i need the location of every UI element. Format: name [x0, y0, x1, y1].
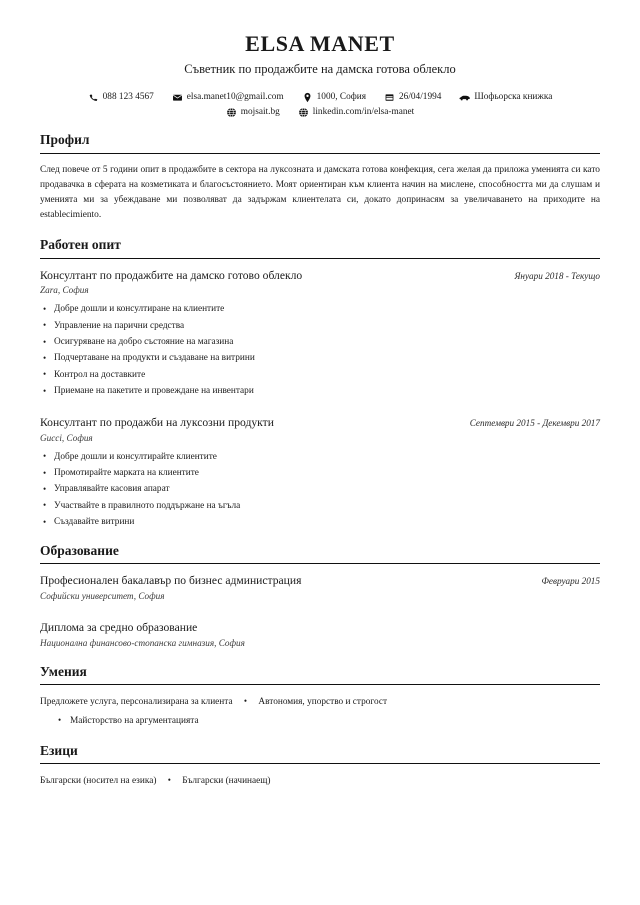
contact-birthdate	[384, 91, 441, 103]
section-title-education: Образование	[40, 543, 119, 559]
contact-linkedin-text: linkedin.com/in/elsa-manet	[312, 107, 415, 118]
list-item: • Управление на парични средства	[40, 321, 600, 333]
phone-icon	[88, 92, 99, 103]
globe-icon	[226, 107, 237, 118]
languages-list	[40, 773, 600, 789]
skills-list	[40, 694, 600, 730]
candidate-job-title: Съветник по продажбите на дамска готова облекло	[184, 62, 456, 77]
section-skills	[40, 664, 600, 730]
education-entry-header	[40, 573, 600, 589]
contact-linkedin[interactable]	[298, 106, 414, 118]
list-item: • Осигуряване на добро състояние на магазина	[40, 337, 600, 349]
education-school: Национална финансово-стопанска гимназия, София	[40, 637, 245, 648]
contact-location-text: 1000, София	[316, 92, 367, 103]
education-degree: Диплома за средно образование	[40, 620, 198, 634]
globe-icon	[298, 107, 309, 118]
experience-entry	[40, 415, 600, 529]
experience-role: Консултант по продажбите на дамско готово облекло	[40, 268, 303, 282]
skills-list-line2	[40, 713, 600, 729]
list-item: • Създавайте витрини	[40, 517, 600, 529]
contact-website[interactable]	[226, 106, 280, 118]
contact-location	[302, 91, 366, 103]
resume-header	[40, 32, 600, 118]
section-title-skills: Умения	[40, 663, 87, 679]
experience-company: Gucci, София	[40, 432, 93, 443]
education-entry-header	[40, 620, 600, 636]
section-divider	[40, 684, 600, 685]
experience-bullet-list	[40, 452, 600, 529]
bullet-separator: •	[167, 775, 171, 786]
contact-driving-license	[459, 91, 552, 103]
section-divider	[40, 763, 600, 764]
section-divider	[40, 258, 600, 259]
education-entry	[40, 573, 600, 603]
section-languages	[40, 743, 600, 789]
section-divider	[40, 153, 600, 154]
experience-entry-header	[40, 415, 600, 431]
list-item: • Управлявайте касовия апарат	[40, 484, 600, 496]
list-item: • Добре дошли и консултиране на клиентите	[40, 304, 600, 316]
skill-item: Автономия, упорство и строгост	[258, 696, 388, 707]
contact-email-text: elsa.manet10@gmail.com	[186, 92, 284, 103]
experience-date: Януари 2018 - Текущо	[514, 270, 600, 281]
contact-email[interactable]	[172, 91, 284, 103]
candidate-name: ELSA MANET	[245, 31, 395, 56]
email-icon	[172, 92, 183, 103]
section-profile	[40, 132, 600, 223]
contact-website-text: mojsait.bg	[240, 107, 280, 118]
education-entry	[40, 620, 600, 650]
list-item: • Подчертаване на продукти и създаване на витрини	[40, 353, 600, 365]
education-degree: Професионален бакалавър по бизнес администрация	[40, 574, 302, 588]
experience-entry-header	[40, 268, 600, 284]
experience-bullet-list	[40, 304, 600, 398]
section-experience	[40, 237, 600, 529]
section-title-experience: Работен опит	[40, 237, 121, 253]
section-divider	[40, 563, 600, 564]
skill-item: • Майсторство на аргументацията	[58, 713, 199, 729]
profile-summary-text: След повече от 5 години опит в продажбите в сектора на луксозната и дамската готова конфекция, сега желая да приложа уменията си като продавачка в сферата на козметиката и благосъстоянието. Моят ориентиран към клиента начин на мислене, способността ми да слушам и уменията ми за убеждаване ми позволяват да задържам клиентелата си, докато допринасям за увеличаването на приходите на establecimiento.	[40, 164, 600, 221]
location-pin-icon	[302, 92, 313, 103]
bullet-separator: •	[243, 695, 248, 706]
car-icon	[459, 92, 470, 103]
education-date: Февруари 2015	[541, 576, 600, 587]
experience-date: Септември 2015 - Декември 2017	[469, 418, 600, 429]
list-item: • Участвайте в правилното поддържане на ъгъла	[40, 501, 600, 513]
contact-driving-license-text: Шофьорска книжка	[474, 92, 553, 103]
education-school: Софийски университет, София	[40, 590, 165, 601]
spacer	[40, 612, 600, 620]
section-title-languages: Езици	[40, 743, 78, 759]
spacer	[40, 407, 600, 415]
experience-role: Консултант по продажби на луксозни продукти	[40, 416, 274, 430]
language-item: Български (начинаещ)	[182, 776, 271, 787]
list-item: • Добре дошли и консултирайте клиентите	[40, 452, 600, 464]
contact-phone-text: 088 123 4567	[102, 92, 154, 103]
section-title-profile: Профил	[40, 132, 90, 148]
contact-phone[interactable]	[88, 91, 154, 103]
list-item: • Промотирайте марката на клиентите	[40, 468, 600, 480]
contact-row-secondary	[40, 106, 600, 118]
contact-birthdate-text: 26/04/1994	[399, 92, 442, 103]
language-item: Български (носител на езика)	[40, 776, 157, 787]
contact-row-primary	[40, 91, 600, 103]
section-education	[40, 543, 600, 649]
calendar-icon	[384, 92, 395, 103]
list-item: • Контрол на доставките	[40, 370, 600, 382]
experience-entry	[40, 268, 600, 398]
skill-item: Предложете услуга, персонализирана за клиента	[40, 696, 233, 707]
list-item: • Приемане на пакетите и провеждане на инвентари	[40, 386, 600, 398]
experience-company: Zara, София	[40, 285, 89, 296]
